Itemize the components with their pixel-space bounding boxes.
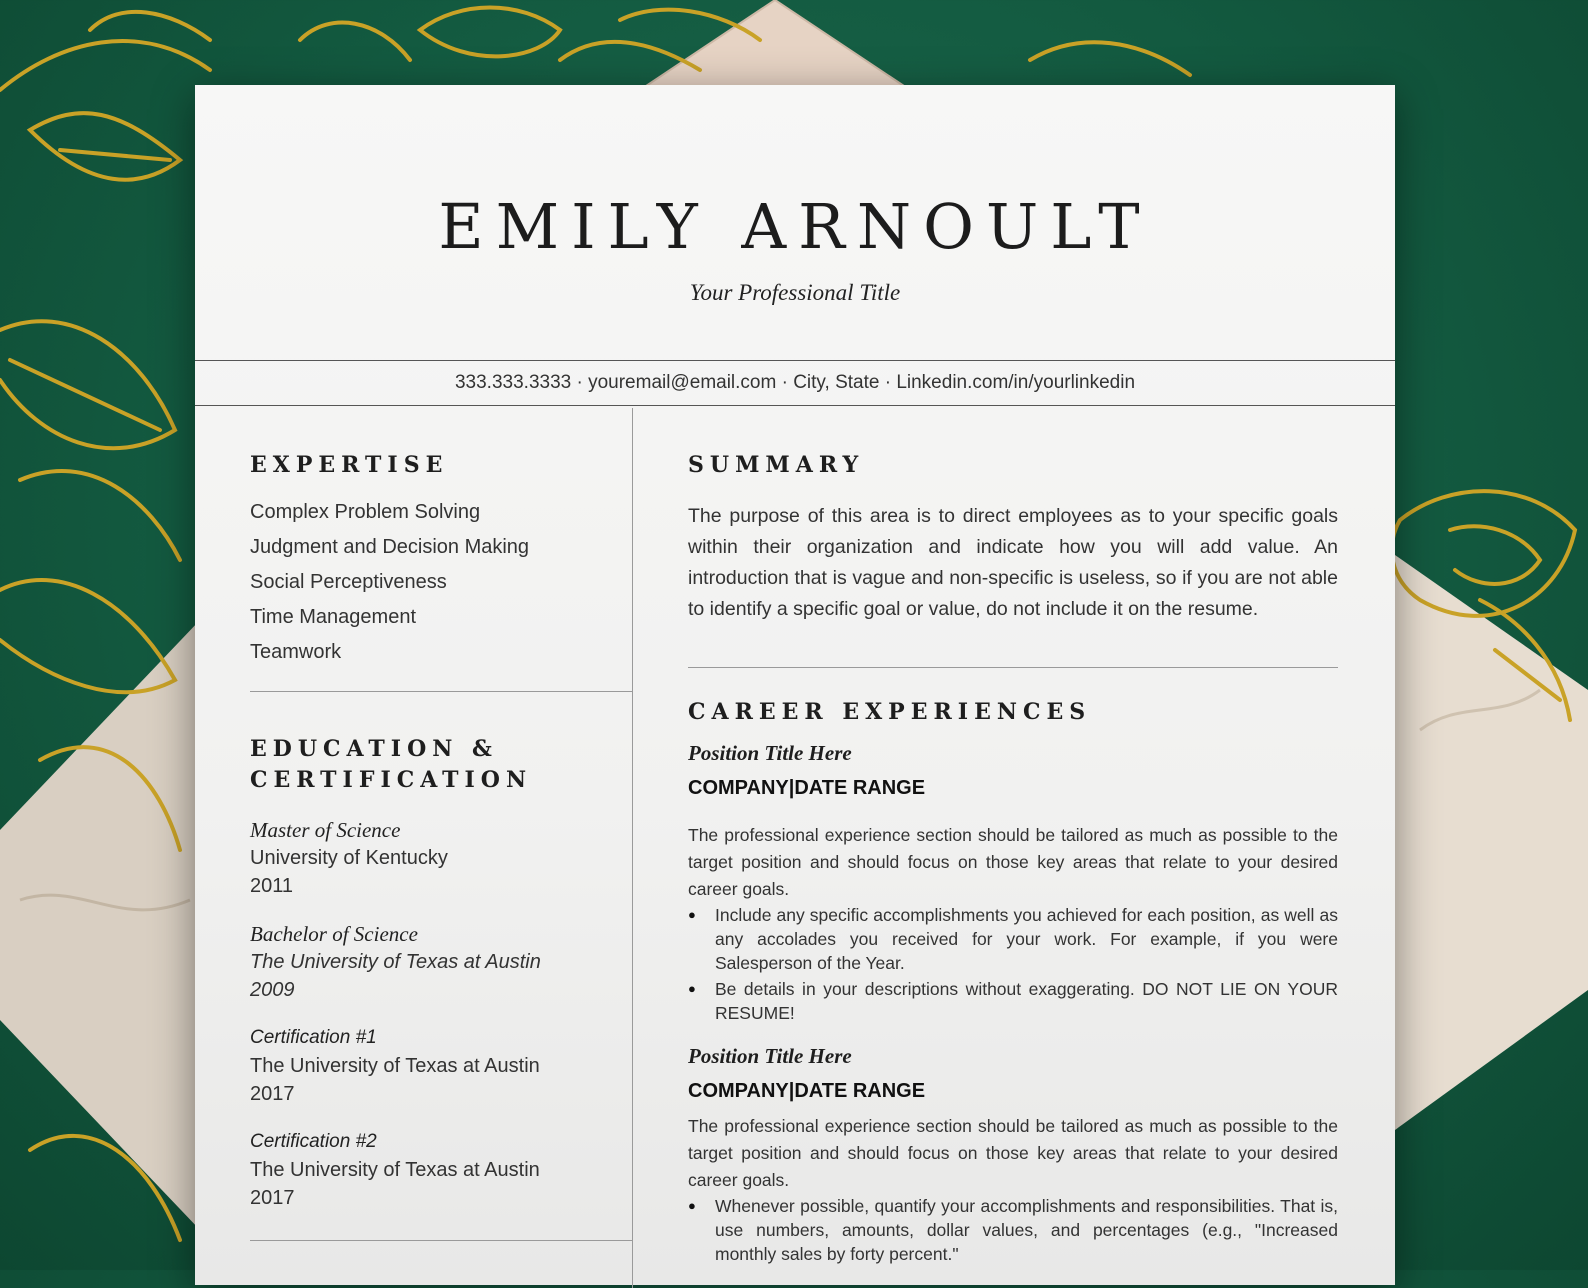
degree-name: Master of Science bbox=[250, 818, 401, 842]
career-heading: CAREER EXPERIENCES bbox=[688, 699, 1092, 725]
school-name: The University of Texas at Austin bbox=[250, 1055, 540, 1077]
education-entry bbox=[250, 920, 632, 1004]
graduation-year: 2009 bbox=[250, 979, 295, 1001]
left-column bbox=[250, 450, 632, 1241]
job-bullets bbox=[688, 1194, 1338, 1266]
candidate-name: EMILY ARNOULT bbox=[438, 190, 1152, 263]
expertise-item: Social Perceptiveness bbox=[250, 571, 447, 593]
professional-title: Your Professional Title bbox=[689, 280, 901, 305]
education-heading-line2: CERTIFICATION bbox=[250, 767, 533, 793]
position-title: Position Title Here bbox=[688, 741, 852, 765]
school-name: The University of Texas at Austin bbox=[250, 951, 541, 973]
column-divider bbox=[632, 408, 633, 1288]
expertise-item: Teamwork bbox=[250, 641, 342, 663]
graduation-year: 2011 bbox=[250, 875, 294, 897]
certification-name: Certification #2 bbox=[250, 1131, 377, 1152]
certification-year: 2017 bbox=[250, 1083, 295, 1105]
company-date-range: COMPANY|DATE RANGE bbox=[688, 1080, 926, 1102]
job-entry bbox=[688, 1043, 1338, 1266]
job-entry bbox=[688, 740, 1338, 1025]
section-divider bbox=[250, 691, 632, 692]
job-description: The professional experience section should be tailored as much as possible to the target position and should focus on those key areas that relate to your desired career goals. bbox=[688, 1116, 1338, 1190]
summary-heading: SUMMARY bbox=[688, 452, 865, 478]
degree-name: Bachelor of Science bbox=[250, 922, 418, 946]
section-divider bbox=[250, 1240, 632, 1241]
section-divider bbox=[688, 667, 1338, 668]
certification-entry bbox=[250, 1024, 632, 1108]
resume-page bbox=[195, 85, 1395, 1285]
expertise-heading: EXPERTISE bbox=[250, 452, 449, 478]
right-column bbox=[688, 450, 1338, 1268]
job-description: The professional experience section should be tailored as much as possible to the target position and should focus on those key areas that relate to your desired career goals. bbox=[688, 825, 1338, 899]
expertise-item: Judgment and Decision Making bbox=[250, 536, 530, 558]
summary-text: The purpose of this area is to direct employees as to your specific goals within their organization and indicate how you will add value. An introduction that is vague and non-specific is useless, so if you are not able to identify a specific goal or value, do not include it on the resume. bbox=[688, 505, 1338, 620]
position-title: Position Title Here bbox=[688, 1044, 852, 1068]
bullet-item: ● Whenever possible, quantify your accomplishments and responsibilities. That is, use numbers, amounts, dollar values, and percentages (e.g., "Increased monthly sales by forty percent." bbox=[715, 1194, 1338, 1266]
certification-name: Certification #1 bbox=[250, 1027, 377, 1048]
school-name: University of Kentucky bbox=[250, 847, 448, 869]
marble-tile-left bbox=[0, 620, 200, 1230]
job-bullets bbox=[688, 903, 1338, 1025]
bullet-item: ● Include any specific accomplishments you achieved for each position, as well as any accolades you received for your work. For example, if you were Salesperson of the Year. bbox=[715, 903, 1338, 975]
education-entry bbox=[250, 816, 632, 900]
certification-entry bbox=[250, 1128, 632, 1212]
contact-bar: 333.333.3333 · youremail@email.com · City, State · Linkedin.com/in/yourlinkedin bbox=[195, 360, 1395, 406]
company-date-range: COMPANY|DATE RANGE bbox=[688, 777, 926, 799]
certification-year: 2017 bbox=[250, 1187, 295, 1209]
school-name: The University of Texas at Austin bbox=[250, 1159, 540, 1181]
education-heading bbox=[250, 734, 632, 796]
expertise-item: Complex Problem Solving bbox=[250, 501, 481, 523]
bullet-item: ● Be details in your descriptions without exaggerating. DO NOT LIE ON YOUR RESUME! bbox=[715, 977, 1338, 1025]
education-heading-line1: EDUCATION & bbox=[250, 736, 498, 762]
expertise-item: Time Management bbox=[250, 606, 416, 628]
